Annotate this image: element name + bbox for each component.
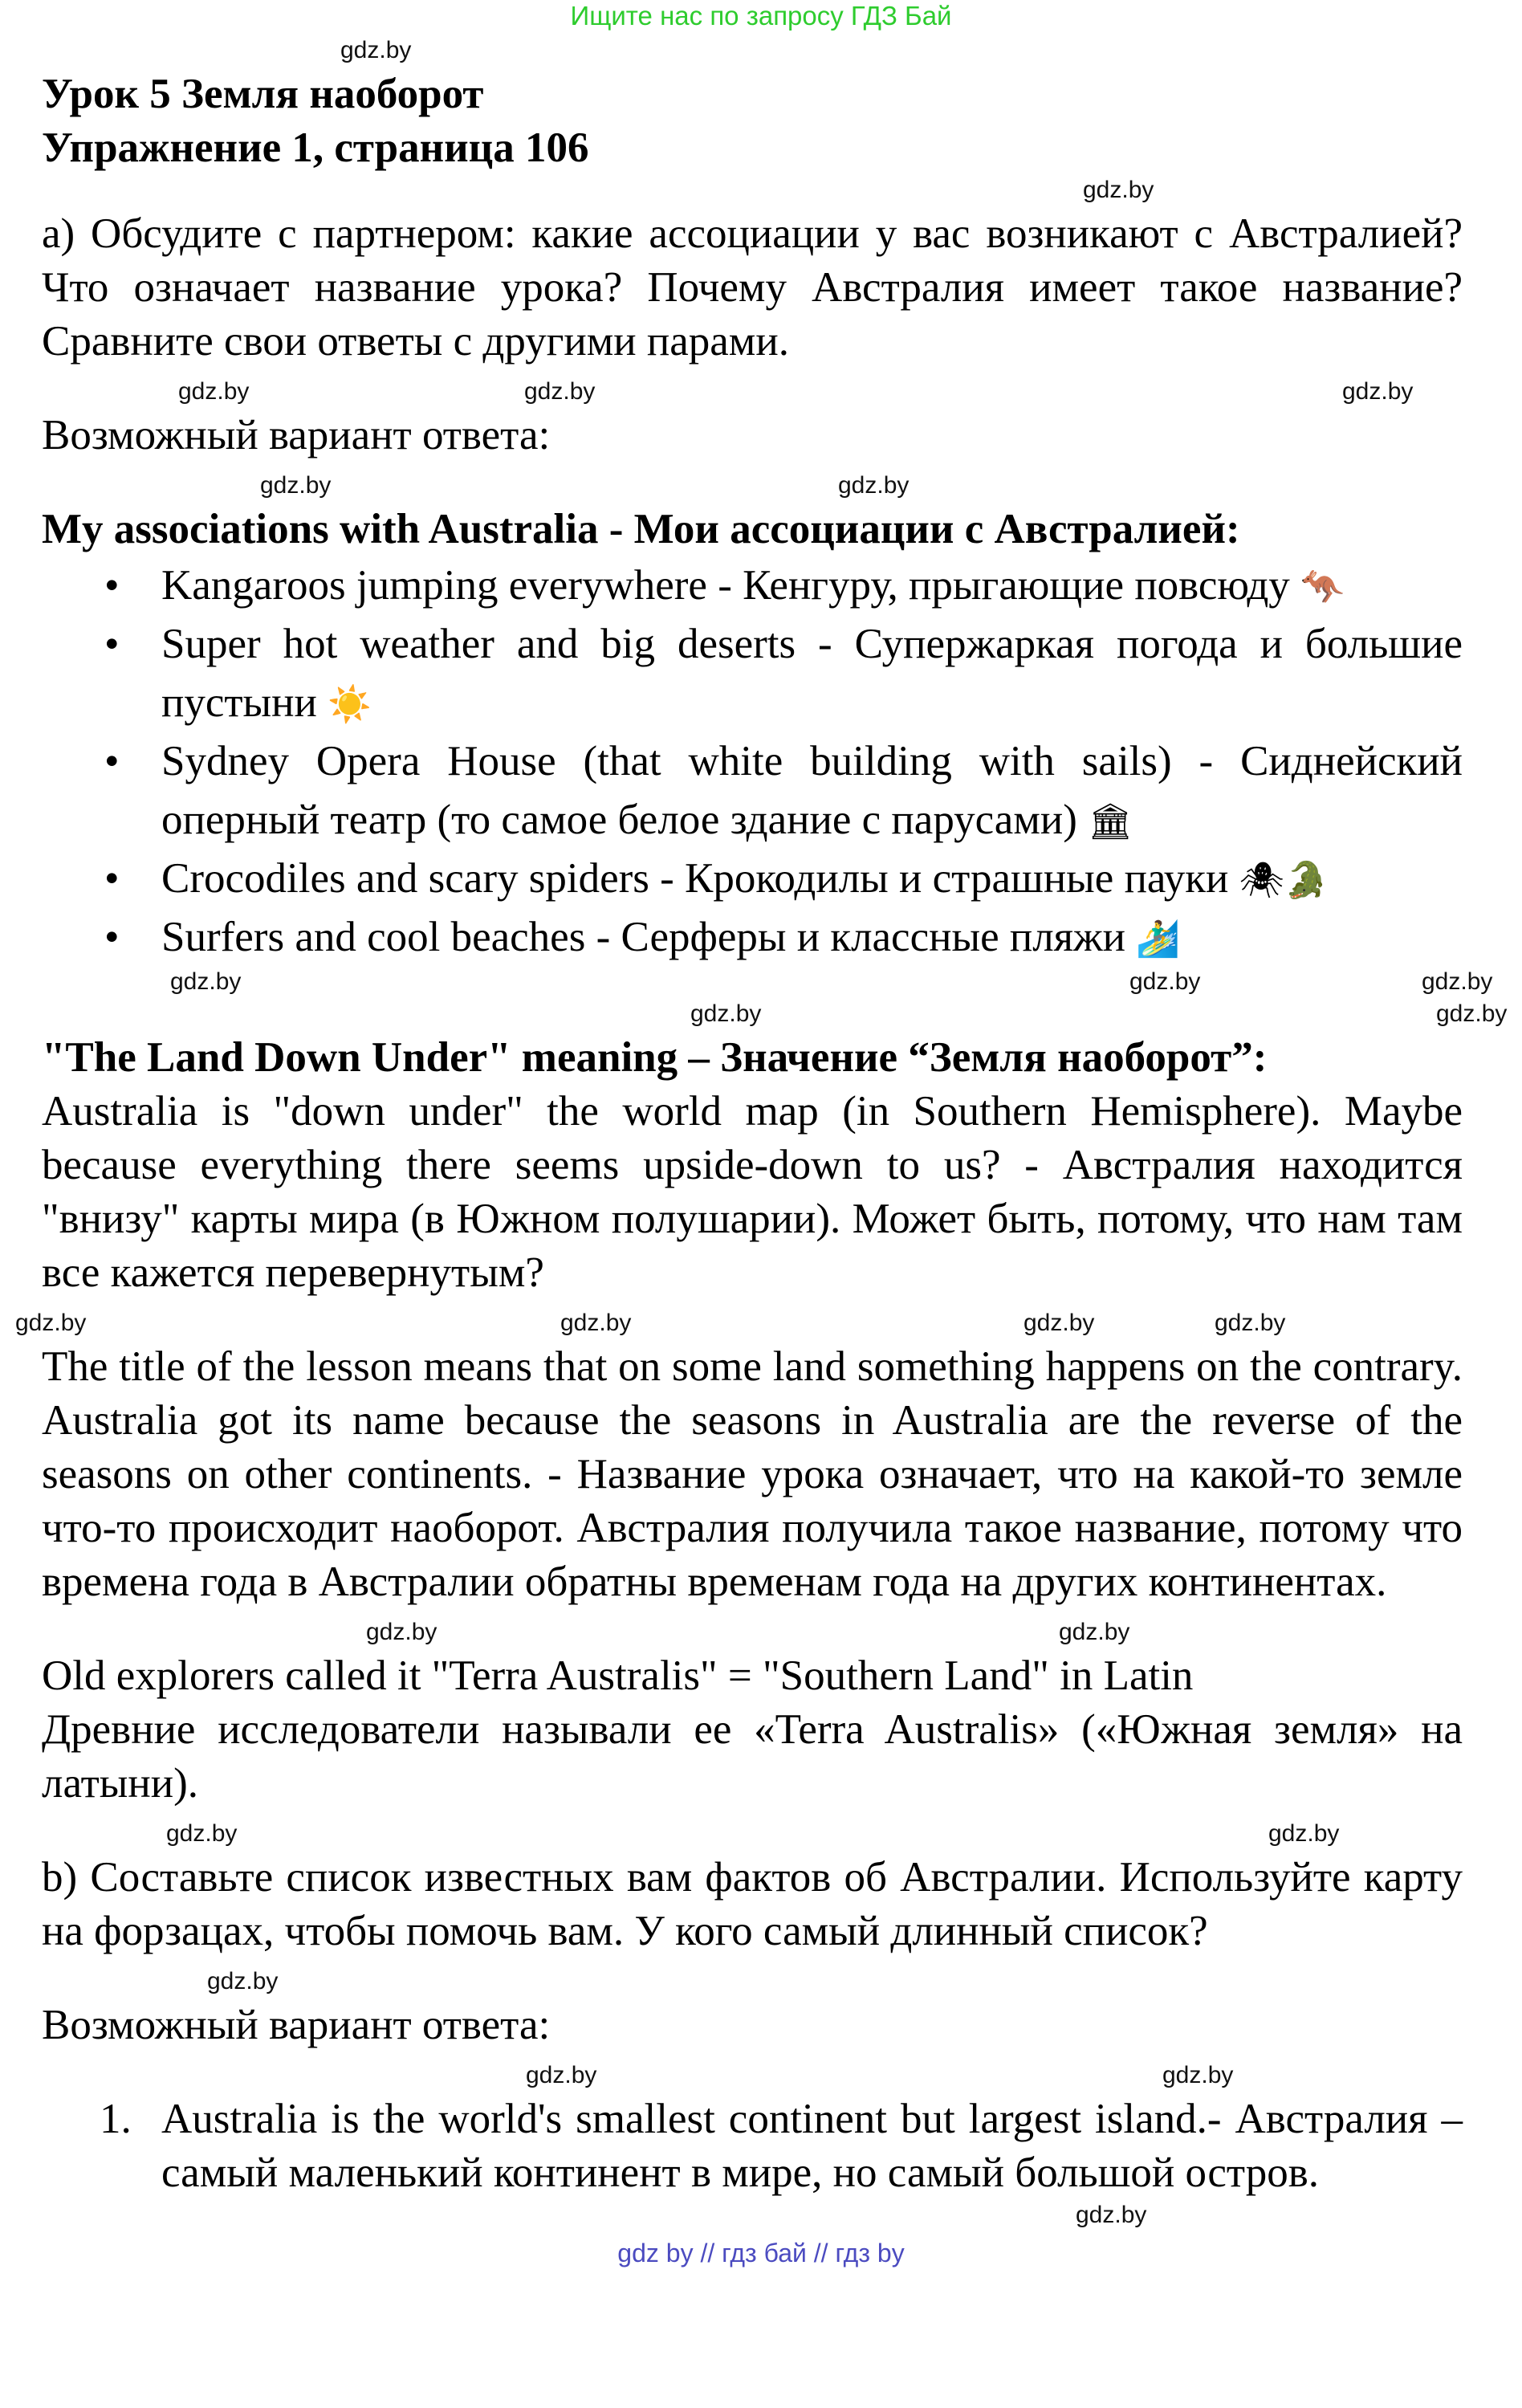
watermark: gdz.by <box>340 37 412 63</box>
associations-list <box>42 556 1463 967</box>
item-text: Surfers and cool beaches - Серферы и классные пляжи <box>161 914 1126 960</box>
explorers-ru: Древние исследователи называли ее «Terra Australis» («Южная земля» на латыни). <box>42 1706 1463 1807</box>
watermark-row <box>0 1617 1522 1649</box>
watermark: gdz.by <box>1162 2062 1234 2088</box>
watermark: gdz.by <box>690 1000 762 1027</box>
watermark-row <box>0 1819 1522 1851</box>
watermark-row <box>0 377 1522 409</box>
watermark: gdz.by <box>526 2062 597 2088</box>
task-a: а) Обсудите с партнером: какие ассоциации у вас возникают с Австралией? Что означает название урока? Почему Австралия имеет такое название? Сравните свои ответы с другими парами. <box>42 210 1463 365</box>
watermark-row <box>0 35 1522 67</box>
item-text: Super hot weather and big deserts - Супержаркая погода и большие пустыни <box>161 621 1463 726</box>
explorers-en: Old explorers called it "Terra Australis" = "Southern Land" in Latin <box>42 1652 1194 1699</box>
lesson-title: Урок 5 Земля наоборот <box>42 71 484 117</box>
watermark: gdz.by <box>170 968 242 995</box>
watermark: gdz.by <box>1215 1310 1286 1336</box>
watermark-row <box>0 1966 1522 1999</box>
bullet: • <box>104 562 120 609</box>
watermark: gdz.by <box>366 1619 437 1645</box>
watermark: gdz.by <box>1268 1820 1340 1847</box>
watermark: gdz.by <box>524 378 596 405</box>
bullet: • <box>104 738 120 784</box>
footer-links <box>0 2237 1522 2269</box>
meaning-heading: "The Land Down Under" meaning – Значение “Земля наоборот”: <box>42 1034 1268 1081</box>
bullet: • <box>104 855 120 902</box>
watermark-row <box>0 471 1522 503</box>
watermark: gdz.by <box>1129 968 1201 995</box>
kangaroo-icon: 🦘 <box>1300 567 1345 608</box>
watermark-row <box>0 175 1522 207</box>
separator: // <box>700 2239 715 2267</box>
surfer-icon: 🏄‍♂️ <box>1136 919 1181 960</box>
list-item <box>42 732 1463 850</box>
separator: // <box>813 2239 828 2267</box>
title-paragraph: The title of the lesson means that on some land something happens on the contrary. Australia got its name because the seasons in Australia are the reverse of the seasons on other continents. - Название урока означает, что на какой-то земле что-то происходит наоборот. Австралия получила такое название, потому что времена года в Австралии обратны временам года на других континентах. <box>42 1343 1463 1605</box>
watermark: gdz.by <box>838 472 910 499</box>
watermark: gdz.by <box>560 1310 632 1336</box>
watermark: gdz.by <box>1023 1310 1095 1336</box>
item-text: Sydney Opera House (that white building with sails) - Сиднейский оперный театр (то самое белое здание с парусами) <box>161 738 1463 843</box>
lesson-header <box>42 67 1463 175</box>
watermark: gdz.by <box>207 1968 279 1994</box>
item-text: Crocodiles and scary spiders - Крокодилы и страшные пауки <box>161 855 1229 902</box>
watermark: gdz.by <box>1076 2202 1147 2228</box>
possible-answer-label-2: Возможный вариант ответа: <box>42 2002 551 2048</box>
watermark: gdz.by <box>1059 1619 1130 1645</box>
watermark-row <box>0 967 1522 999</box>
item-text: Australia is the world's smallest continent but largest island.- Австралия –самый маленький континент в мире, но самый большой остров. <box>161 2096 1463 2196</box>
watermark-row <box>0 2200 1522 2232</box>
list-item <box>42 615 1463 732</box>
meaning-paragraph: Australia is "down under" the world map (in Southern Hemisphere). Maybe because everything there seems upside-down to us? - Австралия находится "внизу" карты мира (в Южном полушарии). Может быть, потому, что нам там все кажется перевернутым? <box>42 1088 1463 1296</box>
footer-link[interactable]: гдз бай <box>722 2239 807 2267</box>
watermark-row <box>0 1308 1522 1340</box>
watermark: gdz.by <box>260 472 332 499</box>
bullet: • <box>104 914 120 960</box>
watermark-row <box>0 2060 1522 2092</box>
item-text: Kangaroos jumping everywhere - Кенгуру, прыгающие повсюду <box>161 562 1290 609</box>
watermark: gdz.by <box>1422 968 1493 995</box>
possible-answer-label: Возможный вариант ответа: <box>42 412 551 458</box>
bullet: • <box>104 621 120 667</box>
search-banner: Ищите нас по запросу ГДЗ Бай <box>570 1 952 31</box>
list-item <box>42 556 1463 615</box>
watermark: gdz.by <box>178 378 250 405</box>
spider-crocodile-icon: 🕷🐊 <box>1239 860 1329 901</box>
watermark: gdz.by <box>1083 177 1154 203</box>
footer-link[interactable]: gdz by <box>617 2239 694 2267</box>
classical-building-icon: 🏛 <box>1088 801 1133 842</box>
item-number: 1. <box>100 2096 132 2142</box>
watermark: gdz.by <box>15 1310 87 1336</box>
watermark-row <box>0 999 1522 1031</box>
footer-link[interactable]: гдз by <box>835 2239 905 2267</box>
list-item <box>42 2092 1463 2200</box>
list-item <box>42 908 1463 967</box>
list-item <box>42 850 1463 908</box>
explorers-block <box>42 1649 1463 1811</box>
exercise-title: Упражнение 1, страница 106 <box>42 124 589 171</box>
facts-list <box>42 2092 1463 2200</box>
watermark: gdz.by <box>1342 378 1414 405</box>
associations-heading: My associations with Australia - Мои ассоциации с Австралией: <box>42 506 1240 552</box>
sun-icon: ☀️ <box>328 684 372 725</box>
task-b: b) Составьте список известных вам фактов об Австралии. Используйте карту на форзацах, чтобы помочь вам. У кого самый длинный список? <box>42 1854 1463 1954</box>
watermark: gdz.by <box>1436 1000 1508 1027</box>
watermark: gdz.by <box>166 1820 238 1847</box>
